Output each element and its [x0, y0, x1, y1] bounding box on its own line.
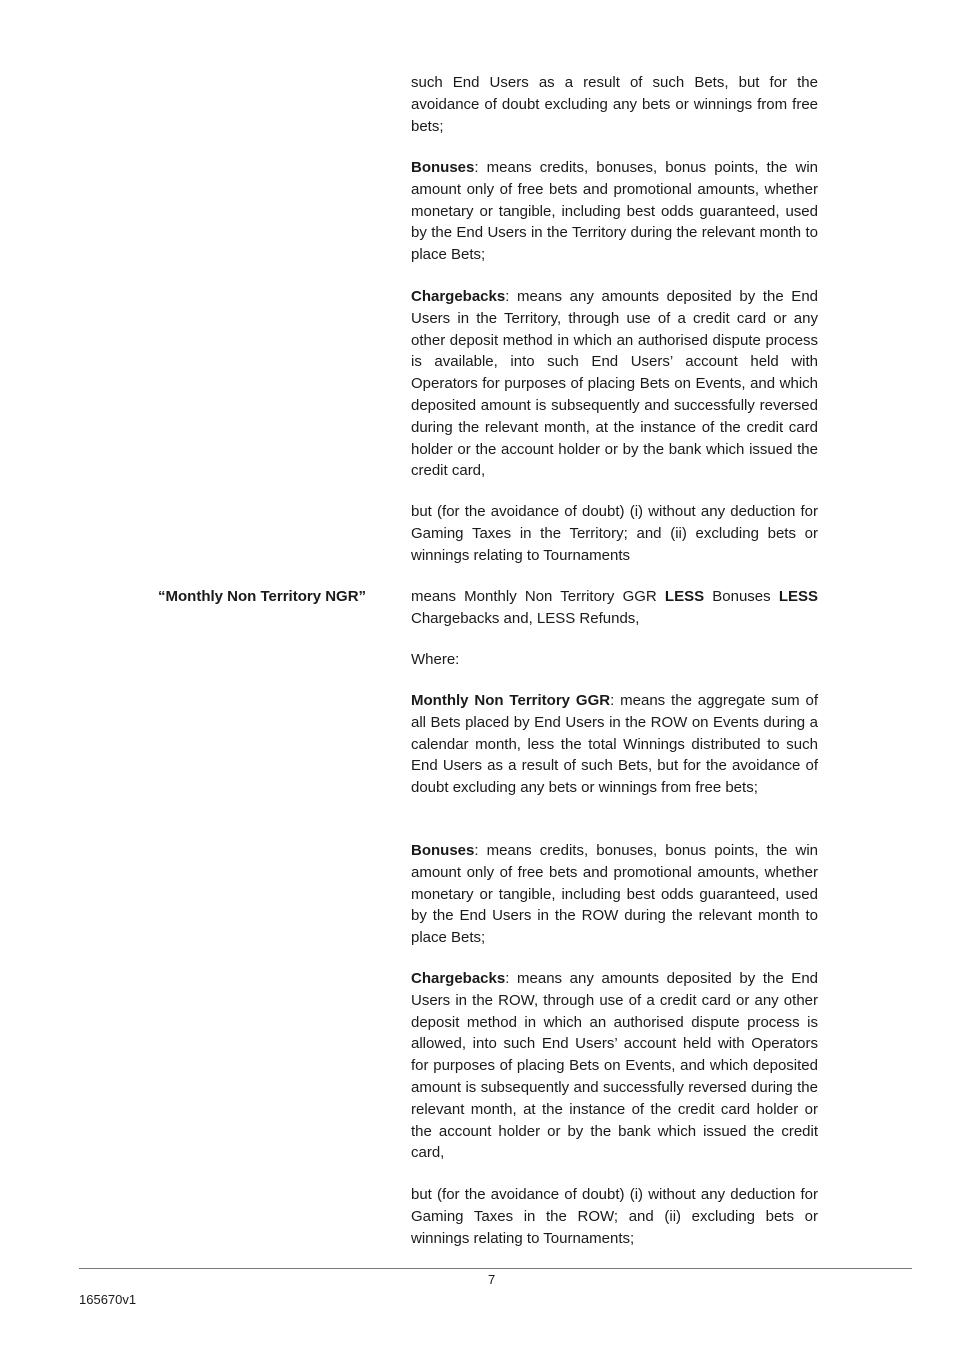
chargebacks-term: Chargebacks [411, 288, 506, 305]
document-id: 165670v1 [79, 1292, 137, 1307]
continuation-text: such End Users as a result of such Bets, but for the avoidance of doubt excluding any bets or winnings from free bets; [411, 74, 818, 135]
chargebacks-term: Chargebacks [411, 970, 506, 987]
means-text-a: means Monthly Non Territory GGR [411, 588, 665, 605]
top-chargebacks-para [411, 286, 818, 482]
chargebacks-text: : means any amounts deposited by the End Users in the Territory, through use of a credit card or any other deposit method in which an authorised dispute process is available, into such End Users’ account held with Operators for purposes of placing Bets on Events, and which deposited amount is subsequently and successfully reversed during the relevant month, at the instance of the credit card holder or the account holder or by the bank which issued the credit card, [411, 288, 818, 480]
where-para [411, 649, 818, 671]
less-keyword: LESS [664, 588, 705, 605]
means-text-c: Chargebacks and, LESS Refunds, [411, 609, 640, 627]
chargebacks-text: : means any amounts deposited by the End Users in the ROW, through use of a credit card or any other deposit method in which an authorised dispute process is allowed, into such End Users’ account held with Operators for purposes of placing Bets on Events, and which deposited amount is subsequently and successfully reversed during the relevant month, at the instance of the credit card holder or the account holder or by the bank which issued the credit card, [411, 970, 818, 1162]
means-text-b: Bonuses [704, 588, 779, 605]
ggr-para [411, 690, 818, 799]
row-chargebacks-para [411, 968, 818, 1164]
definition-means-para [411, 586, 818, 630]
top-proviso-para [411, 501, 818, 566]
row-proviso-para [411, 1184, 818, 1249]
less-keyword: LESS [778, 588, 818, 605]
proviso-text: but (for the avoidance of doubt) (i) without any deduction for Gaming Taxes in the Territory; and (ii) excluding bets or winnings relating to Tournaments [411, 503, 818, 564]
page-number: 7 [488, 1272, 496, 1287]
footer-divider [79, 1268, 912, 1269]
bonuses-text: : means credits, bonuses, bonus points, the win amount only of free bets and promotional amounts, whether monetary or tangible, including best odds guaranteed, used by the End Users in the Territory during the relevant month to place Bets; [411, 159, 818, 264]
top-continuation-para [411, 72, 818, 137]
definition-term: “Monthly Non Territory NGR” [158, 588, 367, 605]
bonuses-term: Bonuses [411, 159, 475, 176]
ggr-text: : means the aggregate sum of all Bets placed by End Users in the ROW on Events during a calendar month, less the total Winnings distributed to such End Users as a result of such Bets, but for the avoidance of doubt excluding any bets or winnings from free bets; [411, 692, 818, 797]
ggr-term: Monthly Non Territory GGR [411, 692, 611, 709]
where-text: Where: [411, 651, 460, 668]
proviso-text: but (for the avoidance of doubt) (i) without any deduction for Gaming Taxes in the ROW; and (ii) excluding bets or winnings relating to Tournaments; [411, 1186, 818, 1247]
bonuses-text: : means credits, bonuses, bonus points, the win amount only of free bets and promotional amounts, whether monetary or tangible, including best odds guaranteed, used by the End Users in the ROW during the relevant month to place Bets; [411, 842, 818, 947]
top-bonuses-para [411, 157, 818, 266]
bonuses-term: Bonuses [411, 842, 475, 859]
row-bonuses-para [411, 840, 818, 949]
